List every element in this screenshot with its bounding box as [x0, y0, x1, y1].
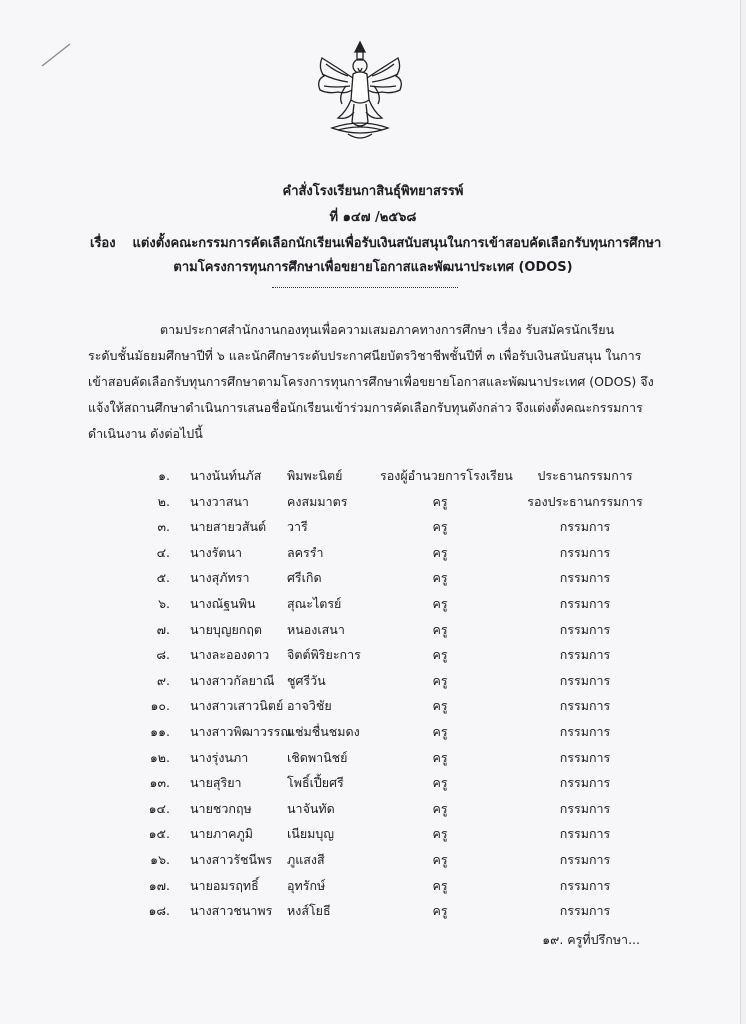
member-number: ๑๘.: [148, 903, 170, 919]
member-last-name: หนองเสนา: [287, 621, 345, 637]
member-last-name: โพธิ์เปี้ยศรี: [287, 775, 344, 791]
member-first-name: นางสาวเสาวนิตย์: [190, 698, 284, 714]
committee-member: [0, 901, 746, 923]
member-number: ๑๔.: [148, 800, 170, 816]
committee-member: [0, 466, 746, 488]
committee-member: [0, 824, 746, 846]
member-last-name: วารี: [287, 519, 308, 535]
committee-member: [0, 620, 746, 642]
member-number: ๕.: [156, 570, 170, 586]
member-number: ๑๑.: [150, 724, 170, 739]
member-position: ครู: [432, 493, 448, 509]
member-position: ครู: [432, 826, 448, 842]
committee-member: [0, 696, 746, 718]
subject-line: [90, 232, 661, 253]
member-last-name: คงสมมาตร: [287, 493, 348, 509]
member-number: ๒.: [157, 493, 170, 509]
member-first-name: นางนันท์นภัส: [190, 468, 262, 483]
committee-member: [0, 543, 746, 565]
member-first-name: นางสุภัทรา: [190, 570, 250, 586]
member-role: รองประธานกรรมการ: [527, 493, 643, 509]
member-first-name: นายบุญยกฤต: [190, 621, 263, 637]
member-position: ครู: [432, 903, 448, 919]
member-position: ครู: [432, 852, 448, 867]
member-role: ประธานกรรมการ: [537, 468, 633, 483]
member-position: ครู: [432, 647, 448, 663]
member-last-name: หงส์โยธี: [287, 903, 331, 919]
member-position: ครู: [432, 698, 448, 714]
member-number: ๓.: [157, 519, 170, 535]
committee-member: [0, 799, 746, 821]
garuda-emblem-icon: [308, 38, 412, 146]
member-role: กรรมการ: [559, 698, 611, 714]
body-line-5: ดำเนินงาน ดังต่อไปนี้: [88, 426, 203, 441]
member-position: รองผู้อำนวยการโรงเรียน: [380, 468, 513, 483]
body-line-3: เข้าสอบคัดเลือกรับทุนการศึกษาตามโครงการทุนการศึกษาเพื่อขยายโอกาสและพัฒนาประเทศ (ODOS) จึง: [88, 374, 654, 389]
order-title: คำสั่งโรงเรียนกาสินธุ์พิทยาสรรพ์: [282, 184, 464, 199]
member-last-name: เนียมบุญ: [287, 826, 334, 842]
member-role: กรรมการ: [559, 852, 611, 867]
member-number: ๑๗.: [148, 877, 170, 893]
committee-member: [0, 492, 746, 514]
member-number: ๙.: [156, 672, 170, 688]
member-role: กรรมการ: [559, 621, 611, 637]
committee-member: [0, 517, 746, 539]
committee-member: [0, 722, 746, 744]
body-line-2: ระดับชั้นมัธยมศึกษาปีที่ ๖ และนักศึกษาระดับประกาศนียบัตรวิชาชีพชั้นปีที่ ๓ เพื่อรับเงินสนับสนุน ในการ: [88, 348, 642, 363]
member-last-name: ลครรำ: [287, 544, 324, 560]
member-position: ครู: [432, 519, 448, 535]
member-number: ๑.: [158, 468, 170, 483]
member-first-name: นางรุ่งนภา: [190, 749, 249, 765]
subject-text: แต่งตั้งคณะกรรมการคัดเลือกนักเรียนเพื่อรับเงินสนับสนุนในการเข้าสอบคัดเลือกรับทุนการศึกษา: [132, 236, 662, 251]
body-line-4: แจ้งให้สถานศึกษาดำเนินการเสนอชื่อนักเรียนเข้าร่วมการคัดเลือกรับทุนดังกล่าว จึงแต่งตั้งคณะกรรมการ: [88, 400, 643, 415]
continuation-note: ๑๙. ครูที่ปรึกษา...: [542, 932, 640, 947]
member-first-name: นางรัตนา: [190, 544, 243, 560]
member-last-name: แช่มชื่นชมดง: [287, 724, 360, 739]
member-number: ๑๐.: [150, 698, 170, 714]
member-role: กรรมการ: [559, 775, 611, 791]
member-role: กรรมการ: [559, 647, 611, 663]
member-position: ครู: [432, 621, 448, 637]
member-role: กรรมการ: [559, 596, 611, 611]
member-last-name: สุณะไตรย์: [287, 596, 342, 611]
member-role: กรรมการ: [559, 877, 611, 893]
member-role: กรรมการ: [559, 519, 611, 535]
committee-member: [0, 645, 746, 667]
member-position: ครู: [432, 570, 448, 586]
subject-label: เรื่อง: [90, 236, 116, 251]
member-number: ๑๒.: [149, 749, 170, 765]
subject-text-continued: ตามโครงการทุนการศึกษาเพื่อขยายโอกาสและพัฒนาประเทศ (ODOS): [173, 260, 573, 275]
member-last-name: นาจันทัด: [287, 800, 335, 816]
member-role: กรรมการ: [559, 570, 611, 586]
member-number: ๘.: [156, 647, 170, 663]
committee-member: [0, 773, 746, 795]
member-position: ครู: [432, 544, 448, 560]
member-first-name: นายชวกฤษ: [190, 800, 252, 816]
member-last-name: ชูศรีวัน: [287, 672, 326, 688]
member-number: ๗.: [156, 621, 170, 637]
member-position: ครู: [432, 877, 448, 893]
member-position: ครู: [432, 724, 448, 739]
member-first-name: นางณัฐนพิน: [190, 596, 256, 611]
member-position: ครู: [432, 800, 448, 816]
member-position: ครู: [432, 672, 448, 688]
committee-member: [0, 568, 746, 590]
member-role: กรรมการ: [559, 826, 611, 842]
member-last-name: พิมพะนิตย์: [287, 468, 343, 483]
member-first-name: นางสาวกัลยาณี: [190, 672, 275, 688]
committee-member: [0, 748, 746, 770]
member-first-name: นายอมรฤทธิ์: [190, 877, 259, 893]
member-number: ๑๕.: [148, 826, 170, 842]
member-role: กรรมการ: [559, 544, 611, 560]
member-role: กรรมการ: [559, 672, 611, 688]
member-first-name: นางสาวพิฒาวรรณ: [190, 724, 292, 739]
member-number: ๔.: [156, 544, 170, 560]
member-role: กรรมการ: [559, 903, 611, 919]
member-first-name: นายสุริยา: [190, 775, 242, 791]
member-first-name: นางวาสนา: [190, 493, 249, 509]
member-role: กรรมการ: [559, 800, 611, 816]
member-last-name: เชิดพานิชย์: [287, 749, 348, 765]
body-line-1: ตามประกาศสำนักงานกองทุนเพื่อความเสมอภาคทางการศึกษา เรื่อง รับสมัครนักเรียน: [160, 322, 615, 337]
committee-member: [0, 850, 746, 872]
member-first-name: นางสาวชนาพร: [190, 903, 273, 919]
member-role: กรรมการ: [559, 724, 611, 739]
dotted-separator: [272, 287, 458, 288]
member-first-name: นายภาคภูมิ: [190, 826, 253, 842]
committee-member: [0, 594, 746, 616]
member-last-name: ศรีเกิด: [287, 570, 322, 586]
member-first-name: นายสายวสันต์: [190, 519, 267, 535]
member-first-name: นางละอองดาว: [190, 647, 270, 663]
member-role: กรรมการ: [559, 749, 611, 765]
member-first-name: นางสาวรัชนีพร: [190, 852, 273, 867]
committee-member: [0, 671, 746, 693]
member-last-name: อุทรักษ์: [287, 877, 326, 893]
member-last-name: อาจวิชัย: [287, 698, 332, 714]
order-number: ที่ ๑๔๗ /๒๕๖๘: [329, 210, 417, 225]
member-number: ๑๓.: [149, 775, 170, 791]
member-position: ครู: [432, 596, 448, 611]
member-position: ครู: [432, 775, 448, 791]
member-number: ๖.: [158, 596, 170, 611]
member-number: ๑๖.: [150, 852, 170, 867]
member-last-name: จิตต์พิริยะการ: [287, 647, 361, 663]
committee-member: [0, 876, 746, 898]
pen-mark: [40, 40, 72, 68]
member-position: ครู: [432, 749, 448, 765]
member-last-name: ภูแสงสี: [287, 852, 325, 867]
